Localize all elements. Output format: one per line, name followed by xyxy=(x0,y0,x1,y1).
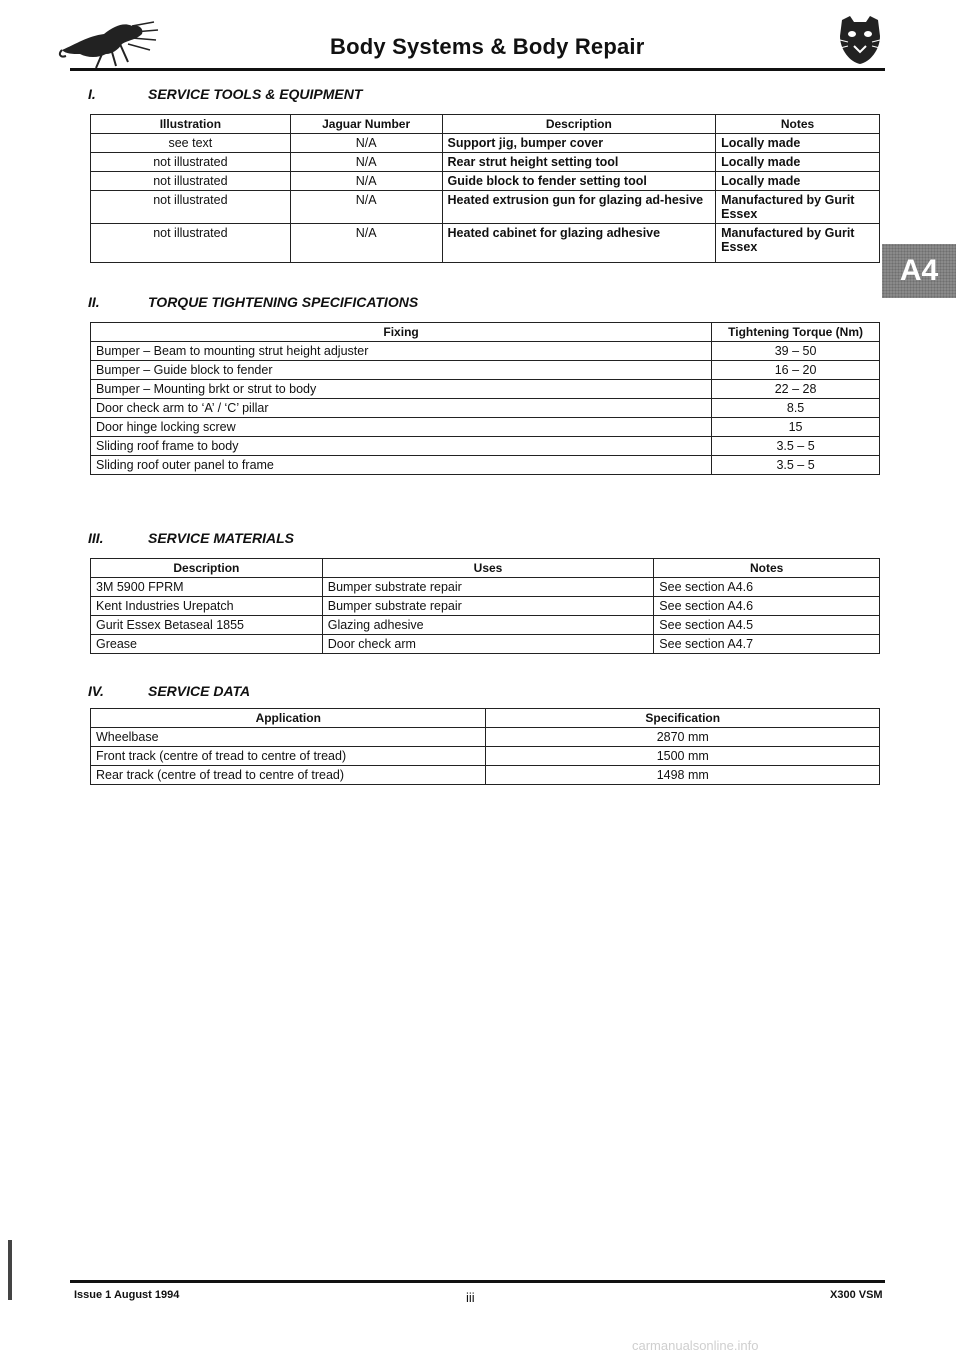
service-tools-table xyxy=(90,114,880,263)
table-cell: Grease xyxy=(91,635,323,654)
watermark: carmanualsonline.info xyxy=(632,1338,759,1353)
table-row xyxy=(91,172,880,191)
table-cell: Sliding roof frame to body xyxy=(91,437,712,456)
table-cell: N/A xyxy=(290,134,442,153)
table-row xyxy=(91,342,880,361)
section-tab-label: A4 xyxy=(899,254,939,287)
table-cell: 8.5 xyxy=(712,399,880,418)
table-cell: N/A xyxy=(290,191,442,224)
table-row xyxy=(91,224,880,263)
section-title: TORQUE TIGHTENING SPECIFICATIONS xyxy=(148,294,419,310)
table-cell: N/A xyxy=(290,224,442,263)
table-cell: Rear track (centre of tread to centre of tread) xyxy=(91,766,486,785)
table-header-row xyxy=(91,709,880,728)
column-header: Illustration xyxy=(91,115,291,134)
column-header: Tightening Torque (Nm) xyxy=(712,323,880,342)
table-cell: See section A4.5 xyxy=(654,616,880,635)
table-row xyxy=(91,635,880,654)
table-cell: See section A4.6 xyxy=(654,597,880,616)
table-cell: 16 – 20 xyxy=(712,361,880,380)
table-cell: 39 – 50 xyxy=(712,342,880,361)
section-number: I. xyxy=(88,86,96,102)
jaguar-head-logo xyxy=(838,14,882,66)
page-number: iii xyxy=(466,1290,475,1305)
table-cell: Sliding roof outer panel to frame xyxy=(91,456,712,475)
table-cell: Front track (centre of tread to centre of tread) xyxy=(91,747,486,766)
table-header-row xyxy=(91,115,880,134)
table-cell: Manufactured by Gurit Essex xyxy=(716,224,880,263)
table-cell: 1500 mm xyxy=(486,747,880,766)
table-header-row xyxy=(91,323,880,342)
table-cell: Bumper – Mounting brkt or strut to body xyxy=(91,380,712,399)
table-cell: 3.5 – 5 xyxy=(712,456,880,475)
table-cell: See section A4.6 xyxy=(654,578,880,597)
table-row xyxy=(91,153,880,172)
table-cell: N/A xyxy=(290,172,442,191)
torque-spec-table xyxy=(90,322,880,475)
table-row xyxy=(91,747,880,766)
table-cell: Heated extrusion gun for glazing ad-hesive xyxy=(442,191,716,224)
section-number: II. xyxy=(88,294,100,310)
header-divider xyxy=(70,68,885,71)
table-row xyxy=(91,456,880,475)
column-header: Fixing xyxy=(91,323,712,342)
table-row xyxy=(91,616,880,635)
column-header: Jaguar Number xyxy=(290,115,442,134)
table-cell: 3.5 – 5 xyxy=(712,437,880,456)
section-title: SERVICE MATERIALS xyxy=(148,530,294,546)
section-title: SERVICE DATA xyxy=(148,683,251,699)
table-header-row xyxy=(91,559,880,578)
table-cell: 15 xyxy=(712,418,880,437)
section-title: SERVICE TOOLS & EQUIPMENT xyxy=(148,86,363,102)
section-number: III. xyxy=(88,530,104,546)
table-cell: Bumper – Beam to mounting strut height adjuster xyxy=(91,342,712,361)
table-cell: 1498 mm xyxy=(486,766,880,785)
table-cell: Glazing adhesive xyxy=(322,616,654,635)
table-cell: Heated cabinet for glazing adhesive xyxy=(442,224,716,263)
table-row xyxy=(91,766,880,785)
table-cell: Support jig, bumper cover xyxy=(442,134,716,153)
section-tab xyxy=(882,244,956,298)
column-header: Specification xyxy=(486,709,880,728)
footer-divider xyxy=(70,1280,885,1283)
table-cell: Gurit Essex Betaseal 1855 xyxy=(91,616,323,635)
table-row xyxy=(91,361,880,380)
page-header-title: Body Systems & Body Repair xyxy=(330,34,645,59)
service-data-table xyxy=(90,708,880,785)
table-cell: Bumper substrate repair xyxy=(322,597,654,616)
table-cell: not illustrated xyxy=(91,224,291,263)
table-row xyxy=(91,134,880,153)
table-cell: Bumper – Guide block to fender xyxy=(91,361,712,380)
table-cell: N/A xyxy=(290,153,442,172)
table-cell: Locally made xyxy=(716,153,880,172)
column-header: Notes xyxy=(654,559,880,578)
table-row xyxy=(91,597,880,616)
table-cell: 3M 5900 FPRM xyxy=(91,578,323,597)
table-row xyxy=(91,728,880,747)
issue-date: Issue 1 August 1994 xyxy=(74,1289,180,1301)
table-cell: Rear strut height setting tool xyxy=(442,153,716,172)
manual-code: X300 VSM xyxy=(830,1289,883,1301)
table-cell: not illustrated xyxy=(91,153,291,172)
column-header: Application xyxy=(91,709,486,728)
table-cell: 22 – 28 xyxy=(712,380,880,399)
table-row xyxy=(91,191,880,224)
table-cell: Door check arm to ‘A’ / ‘C’ pillar xyxy=(91,399,712,418)
table-cell: Manufactured by Gurit Essex xyxy=(716,191,880,224)
page-edge-mark xyxy=(8,1240,12,1300)
column-header: Notes xyxy=(716,115,880,134)
table-row xyxy=(91,437,880,456)
table-cell: Wheelbase xyxy=(91,728,486,747)
service-materials-table xyxy=(90,558,880,654)
table-row xyxy=(91,380,880,399)
table-cell: Locally made xyxy=(716,134,880,153)
table-cell: 2870 mm xyxy=(486,728,880,747)
table-row xyxy=(91,418,880,437)
column-header: Description xyxy=(91,559,323,578)
table-cell: Locally made xyxy=(716,172,880,191)
table-row xyxy=(91,399,880,418)
column-header: Description xyxy=(442,115,716,134)
table-cell: Guide block to fender setting tool xyxy=(442,172,716,191)
table-cell: Bumper substrate repair xyxy=(322,578,654,597)
table-cell: not illustrated xyxy=(91,172,291,191)
table-row xyxy=(91,578,880,597)
leaping-jaguar-logo xyxy=(58,14,168,72)
section-number: IV. xyxy=(88,683,104,699)
column-header: Uses xyxy=(322,559,654,578)
table-cell: Door hinge locking screw xyxy=(91,418,712,437)
table-cell: See section A4.7 xyxy=(654,635,880,654)
table-cell: Door check arm xyxy=(322,635,654,654)
table-cell: Kent Industries Urepatch xyxy=(91,597,323,616)
table-cell: see text xyxy=(91,134,291,153)
table-cell: not illustrated xyxy=(91,191,291,224)
